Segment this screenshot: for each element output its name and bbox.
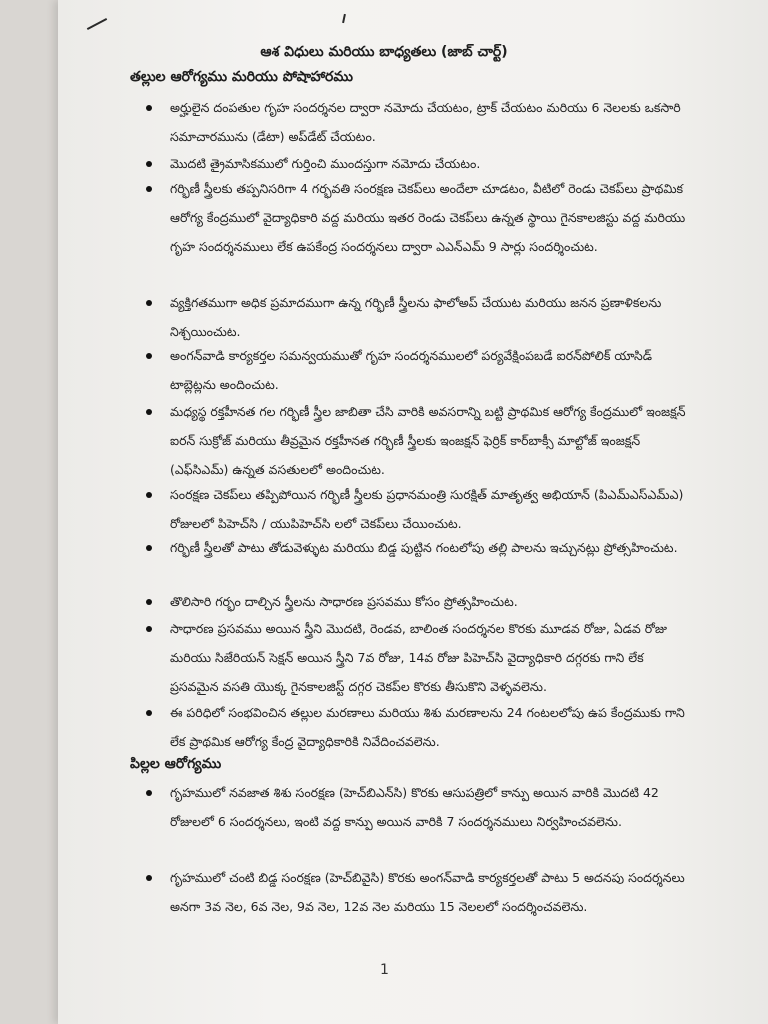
page-number: 1	[380, 962, 389, 978]
bullet-icon	[146, 186, 152, 192]
section-heading-child-health: పిల్లల ఆరోగ్యము	[130, 756, 222, 772]
list-item: మధ్యస్థ రక్తహీనత గల గర్భిణీ స్త్రీల జాబితా చేసి వారికి అవసరాన్ని బట్టి ప్రాథమిక ఆరోగ్య కేంద్రములో ఇంజక్షన్ ఐరన్ సుక్రోజ్ మరియు తీవ్రమైన రక్తహీనత గర్భిణీ స్త్రీలకు ఇంజక్షన్ ఫెర్రిక్ కార్‌బాక్సీ మాల్టోజ్ ఇంజక్షన్ (ఎఫ్‌సిఎమ్) ఉన్నత వసతులలో అందించుట.	[146, 397, 690, 484]
bullet-icon	[146, 790, 152, 796]
bullet-icon	[146, 105, 152, 111]
section-heading-maternal-health: తల్లుల ఆరోగ్యము మరియు పోషాహారము	[130, 69, 353, 85]
bullet-icon	[146, 492, 152, 498]
list-item: తొలిసారి గర్భం దాల్చిన స్త్రీలను సాధారణ ప్రసవము కోసం ప్రోత్సహించుట.	[146, 587, 690, 616]
bullet-icon	[146, 409, 152, 415]
bullet-icon	[146, 626, 152, 632]
list-item: గృహములో నవజాత శిశు సంరక్షణ (హెచ్‌బిఎన్‌సి) కొరకు ఆసుపత్రిలో కాన్పు అయిన వారికి మొదటి 42 రోజులలో 6 సందర్శనలు, ఇంటి వద్ద కాన్పు అయిన వారికి 7 సందర్శనములు నిర్వహించవలెను.	[146, 778, 690, 836]
document-title: ఆశ విధులు మరియు బాధ్యతలు (జాబ్ చార్ట్)	[260, 44, 508, 60]
list-item: గృహములో చంటి బిడ్డ సంరక్షణ (హెచ్‌బివైసి) కొరకు అంగన్‌వాడి కార్యకర్తలతో పాటు 5 అదనపు సందర్శనలు అనగా 3వ నెల, 6వ నెల, 9వ నెల, 12వ నెల మరియు 15 నెలలలో సందర్శించవలెను.	[146, 863, 690, 921]
bullet-icon	[146, 161, 152, 167]
bullet-icon	[146, 300, 152, 306]
bullet-icon	[146, 710, 152, 716]
bullet-icon	[146, 353, 152, 359]
bullet-icon	[146, 875, 152, 881]
list-item: మొదటి త్రైమాసికములో గుర్తించి ముందస్తుగా నమోదు చేయటం.	[146, 149, 690, 178]
list-item: వ్యక్తిగతముగా అధిక ప్రమాదముగా ఉన్న గర్భిణీ స్త్రీలను ఫాలోఅప్ చేయుట మరియు జనన ప్రణాళికలను నిశ్చయించుట.	[146, 288, 690, 346]
list-item: సాధారణ ప్రసవము అయిన స్త్రీని మొదటి, రెండవ, బాలింత సందర్శనల కొరకు మూడవ రోజు, ఏడవ రోజు మరియు సిజేరియన్ సెక్షన్ అయిన స్త్రీని 7వ రోజు, 14వ రోజు పిహెచ్‌సి వైద్యాధికారి దగ్గరకు గాని లేక ప్రసవమైన వసతి యొక్క గైనకాలజిస్ట్ దగ్గర చెకప్‌ల కొరకు తీసుకొని వెళ్ళవలెను.	[146, 614, 690, 701]
list-item: అంగన్‌వాడి కార్యకర్తల సమన్వయముతో గృహ సందర్శనములలో పర్యవేక్షింపబడే ఐరన్‌పోలిక్ యాసిడ్ టాబ్లెట్లను అందించుట.	[146, 341, 690, 399]
list-item: గర్భిణీ స్త్రీలతో పాటు తోడువెళ్ళుట మరియు బిడ్డ పుట్టిన గంటలోపు తల్లి పాలను ఇచ్చునట్లు ప్రోత్సహించుట.	[146, 533, 690, 562]
list-item: సంరక్షణ చెకప్‌లు తప్పిపోయిన గర్భిణీ స్త్రీలకు ప్రధానమంత్రి సురక్షిత్ మాతృత్వ అభియాన్ (పిఎమ్ఎస్ఎమ్ఎ) రోజులలో పిహెచ్‌సి / యుపిహెచ్‌సి లలో చెకప్‌లు చేయించుట.	[146, 480, 690, 538]
list-item: ఈ పరిధిలో సంభవించిన తల్లుల మరణాలు మరియు శిశు మరణాలను 24 గంటలలోపు ఉప కేంద్రముకు గాని లేక ప్రాథమిక ఆరోగ్య కేంద్ర వైద్యాధికారికి నివేదించవలెను.	[146, 698, 690, 756]
bullet-icon	[146, 599, 152, 605]
list-item: అర్హులైన దంపతుల గృహ సందర్శనల ద్వారా నమోదు చేయటం, ట్రాక్ చేయటం మరియు 6 నెలలకు ఒకసారి సమాచారమును (డేటా) అప్‌డేట్ చేయటం.	[146, 93, 690, 151]
list-item: గర్భిణీ స్త్రీలకు తప్పనిసరిగా 4 గర్భవతి సంరక్షణ చెకప్‌లు అందేలా చూడటం, వీటిలో రెండు చెకప్‌లు ప్రాథమిక ఆరోగ్య కేంద్రములో వైద్యాధికారి వద్ద మరియు ఇతర రెండు చెకప్‌లు ఉన్నత స్థాయి గైనకాలజిస్టు వద్ద మరియు గృహ సందర్శనములు లేక ఉపకేంద్ర సందర్శనలు ద్వారా ఎఎన్ఎమ్ 9 సార్లు సందర్శించుట.	[146, 174, 690, 261]
bullet-icon	[146, 545, 152, 551]
